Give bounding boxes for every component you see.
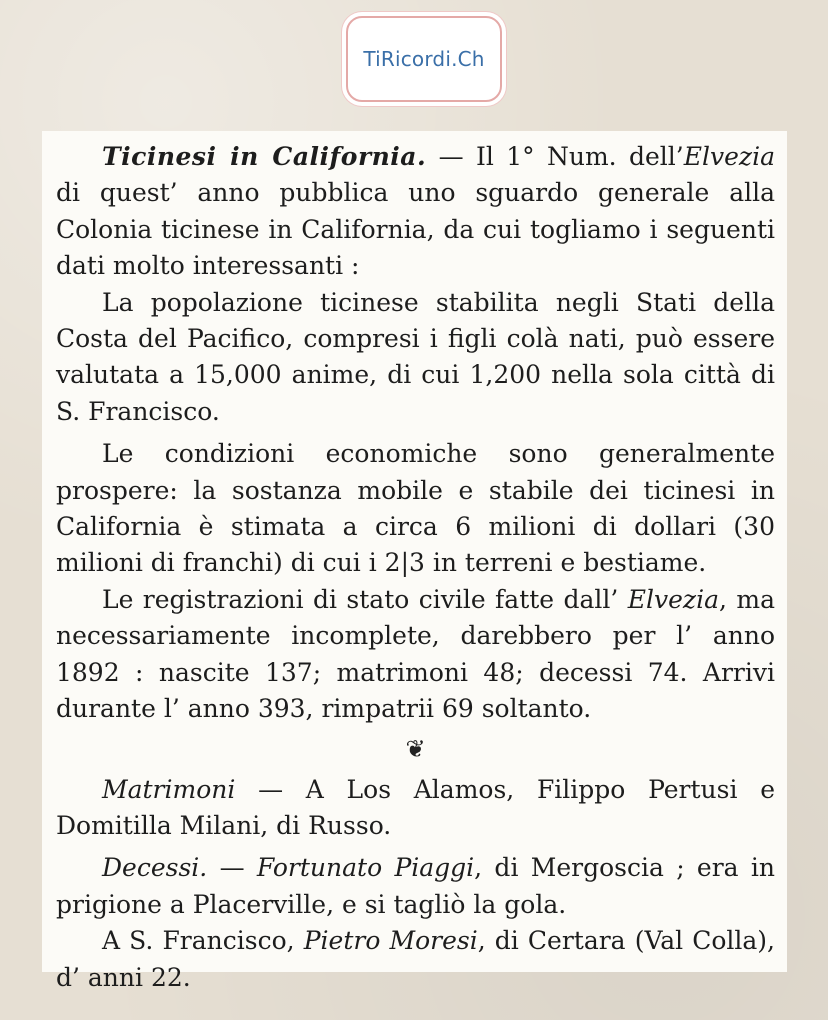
intro-paragraph bbox=[56, 139, 775, 285]
deaths-label: Decessi. bbox=[102, 853, 208, 883]
registry-text-2: , ma necessariamente incomplete, darebbero per l’ anno 1892 : nascite 137; matrimoni 48; decessi 74. Arrivi durante l’ anno 393, rimpatrii 69 soltanto. bbox=[56, 584, 775, 724]
marriages-text: — A Los Alamos, Filippo Pertusi e Domitilla Milani, di Russo. bbox=[56, 774, 775, 840]
marriages-paragraph bbox=[56, 772, 775, 845]
registry-elvezia: Elvezia bbox=[627, 584, 720, 614]
deaths-text-1: , di Mergoscia ; era in prigione a Placerville, e si tagliò la gola. bbox=[56, 853, 775, 919]
deaths-paragraph-2 bbox=[56, 923, 775, 996]
marriages-label: Matrimoni bbox=[102, 774, 236, 804]
intro-text-2: di quest’ anno pubblica uno sguardo generale alla Colonia ticinese in California, da cui togliamo i seguenti dati molto interessanti : bbox=[56, 178, 775, 281]
population-paragraph: La popolazione ticinese stabilita negli Stati della Costa del Pacifico, compresi i figli colà nati, può essere valutata a 15,000 anime, di cui 1,200 nella sola città di S. Francisco. bbox=[56, 287, 775, 426]
intro-elvezia: Elvezia bbox=[683, 142, 775, 171]
deaths-paragraph bbox=[56, 850, 775, 923]
economy-paragraph: Le condizioni economiche sono generalmente prospere: la sostanza mobile e stabile dei ticinesi in California è stimata a circa 6 milioni di dollari (30 milioni di franchi) di cui i 2|3 in terreni e bestiame. bbox=[56, 439, 775, 578]
logo-text: TiRicordi.Ch bbox=[363, 47, 485, 71]
article-title: Ticinesi in California. bbox=[102, 142, 427, 171]
deaths-name-1: Fortunato Piaggi bbox=[256, 853, 475, 883]
newspaper-clipping bbox=[42, 131, 787, 992]
ornament-divider: ❦ bbox=[405, 734, 426, 763]
intro-text-1: — Il 1° Num. dell’ bbox=[426, 142, 684, 171]
deaths-name-2: Pietro Moresi bbox=[303, 926, 478, 956]
registry-text-1: Le registrazioni di stato civile fatte dall’ bbox=[102, 584, 628, 614]
site-logo bbox=[346, 16, 502, 102]
registry-paragraph bbox=[56, 582, 775, 728]
deaths-text-2b: , di Certara (Val Colla), d’ anni 22. bbox=[56, 926, 775, 992]
deaths-text-2a: A S. Francisco, bbox=[102, 926, 304, 956]
deaths-dash: — bbox=[207, 853, 257, 883]
